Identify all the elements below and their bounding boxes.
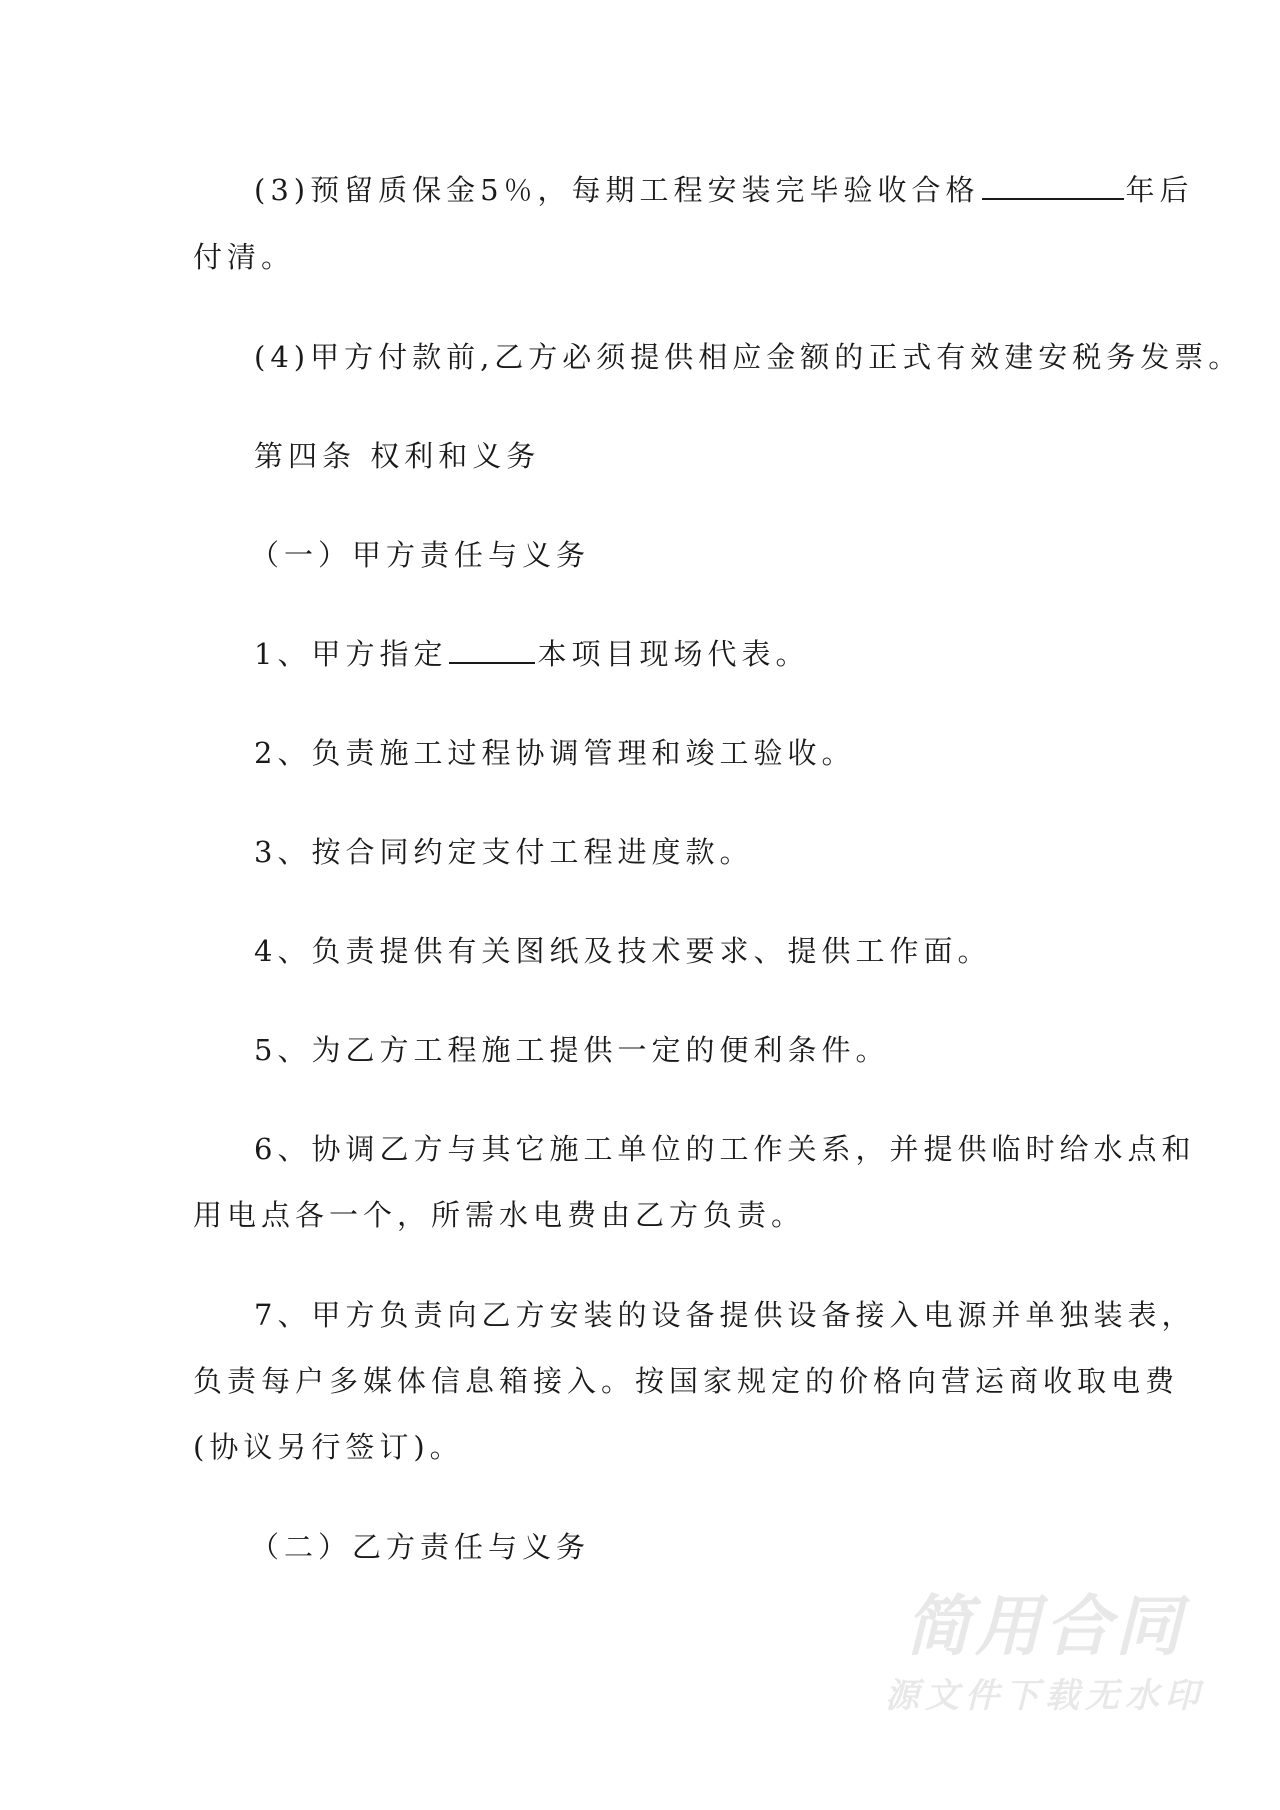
watermark — [880, 1588, 1210, 1716]
item-1-text-b: 本项目现场代表。 — [537, 637, 810, 671]
clause-3-text-b: 年后 — [1125, 173, 1194, 207]
item-7-line-3: (协议另行签订)。 — [193, 1430, 464, 1464]
clause-4: (4)甲方付款前,乙方必须提供相应金额的正式有效建安税务发票。 — [254, 340, 1243, 374]
item-1-text-a: 1、甲方指定 — [254, 637, 448, 671]
article-4-title: 第四条 权利和义务 — [254, 439, 541, 473]
clause-3-line-2: 付清。 — [193, 240, 296, 274]
item-6-line-2: 用电点各一个，所需水电费由乙方负责。 — [193, 1198, 806, 1232]
item-6-line-1: 6、协调乙方与其它施工单位的工作关系，并提供临时给水点和 — [254, 1132, 1196, 1166]
blank-field — [982, 170, 1124, 200]
blank-field — [449, 634, 535, 664]
watermark-subtitle: 源文件下载无水印 — [885, 1676, 1205, 1716]
section-1-title: （一）甲方责任与义务 — [250, 538, 591, 572]
section-2-title: （二）乙方责任与义务 — [250, 1530, 591, 1564]
item-4: 4、负责提供有关图纸及技术要求、提供工作面。 — [254, 934, 992, 968]
clause-3-text-a: (3)预留质保金5％，每期工程安装完毕验收合格 — [254, 173, 980, 207]
item-5: 5、为乙方工程施工提供一定的便利条件。 — [254, 1033, 890, 1067]
item-1 — [254, 634, 809, 674]
item-7-line-1: 7、甲方负责向乙方安装的设备提供设备接入电源并单独装表， — [254, 1298, 1196, 1332]
item-3: 3、按合同约定支付工程进度款。 — [254, 835, 754, 869]
item-7-line-2: 负责每户多媒体信息箱接入。按国家规定的价格向营运商收取电费 — [193, 1364, 1180, 1398]
clause-3-line-1 — [254, 170, 1194, 210]
watermark-title: 简用合同 — [905, 1588, 1185, 1665]
item-2: 2、负责施工过程协调管理和竣工验收。 — [254, 736, 856, 770]
